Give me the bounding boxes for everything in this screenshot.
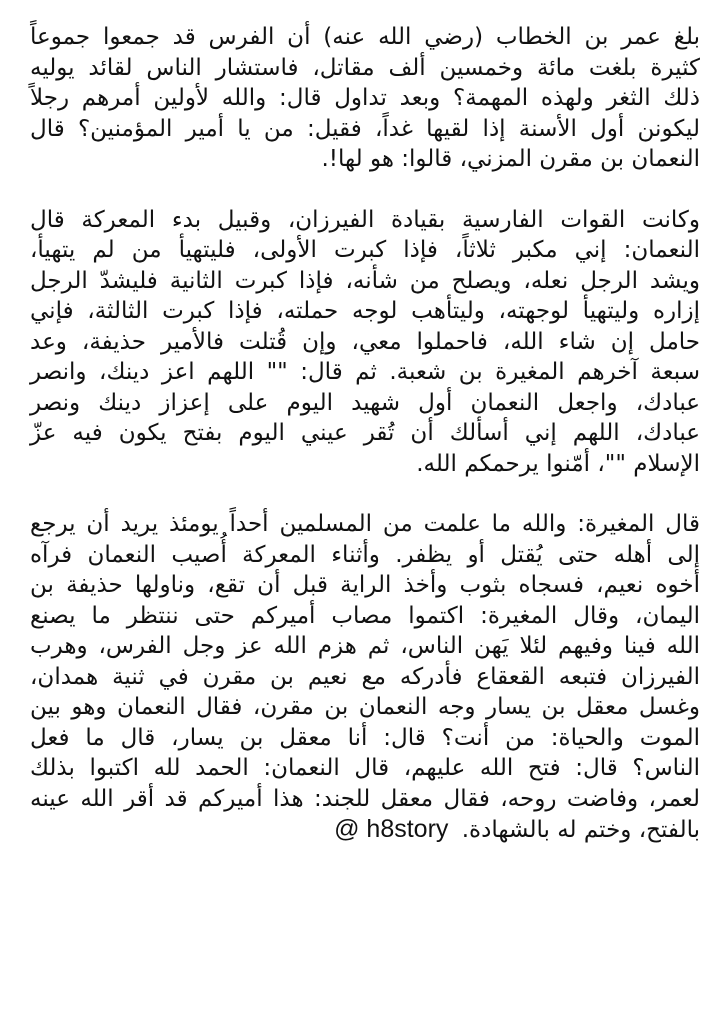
text-line: ليكونن أول الأسنة إذا لقيها غداً، فقيل: من يا أمير المؤمنين؟ قال (30, 115, 700, 142)
article-page (30, 22, 700, 1016)
closing-text: بالفتح، وختم له بالشهادة. (461, 817, 700, 843)
text-line: الإسلام ""، أمّنوا يرحمكم الله. (416, 450, 700, 477)
text-line: ويشد الرجل نعله، ويصلح من شأنه، فإذا كبرت الثانية فليشدّ الرجل (30, 267, 700, 294)
text-line: النعمان: إني مكبر ثلاثاً، فإذا كبرت الأولى، فليتهيأ من لم يتهيأ، (30, 237, 700, 263)
text-line: الله فينا وفيهم لئلا يَهن الناس، ثم هزم الله عز وجل الفرس، وهرب (30, 633, 700, 659)
text-line: إزاره وليتهيأ لوجهته، وليتأهب لوجه حملته، فإذا كبرت الثالثة، فإني (30, 298, 700, 324)
text-line: لعمر، وفاضت روحه، فقال معقل للجند: هذا أميركم قد أقر الله عينه (30, 785, 700, 812)
text-line: ذلك الثغر ولهذه المهمة؟ وبعد تداول قال: والله لأولين أمرهم رجلاً (30, 85, 700, 111)
text-line: الفيرزان فتبعه القعقاع فأدركه مع نعيم بن مقرن في ثنية همدان، (30, 663, 700, 690)
text-line: وغسل معقل بن يسار وجه النعمان بن مقرن، فقال النعمان وهو بين (30, 694, 700, 720)
text-line: قال المغيرة: والله ما علمت من المسلمين أحداً يومئذ يريد أن يرجع (30, 511, 700, 537)
text-line: عبادك، اللهم إني أسألك أن تُقر عيني اليوم بفتح يكون فيه عزّ (30, 420, 700, 446)
text-line: كثيرة بلغت مائة وخمسين ألف مقاتل، فاستشار الناس لقائد يوليه (30, 54, 700, 81)
watermark-handle: @ h8story (334, 815, 449, 843)
paragraph-spacer (30, 479, 700, 509)
text-line: النعمان بن مقرن المزني، قالوا: هو لها!. (321, 146, 700, 172)
text-line: بلغ عمر بن الخطاب (رضي الله عنه) أن الفرس قد جمعوا جموعاً (30, 24, 700, 50)
text-line: حامل إن شاء الله، فاحملوا معي، وإن قُتلت فالأمير حذيفة، وعد (30, 328, 700, 355)
paragraph-1 (30, 22, 700, 175)
text-line: سبعة آخرهم المغيرة بن شعبة. ثم قال: "" اللهم اعز دينك، وانصر (30, 359, 700, 385)
text-line: إلى أهله حتى يُقتل أو يظفر. وأثناء المعركة أُصيب النعمان فرآه (30, 541, 700, 568)
paragraph-spacer (30, 175, 700, 205)
paragraph-2 (30, 205, 700, 480)
text-line: عبادك، واجعل النعمان أول شهيد اليوم على إعزاز دينك ونصر (30, 389, 700, 416)
text-line: اليمان، وقال المغيرة: اكتموا مصاب أميركم حتى ننتظر ما يصنع (30, 602, 700, 629)
closing-line (30, 814, 700, 846)
paragraph-3 (30, 509, 700, 846)
text-line: وكانت القوات الفارسية بقيادة الفيرزان، وقبيل بدء المعركة قال (30, 206, 700, 233)
text-line: الناس؟ قال: فتح الله عليهم، قال النعمان: الحمد لله اكتبوا بذلك (30, 755, 700, 781)
text-line: أخوه نعيم، فسجاه بثوب وأخذ الراية قبل أن تقع، وناولها حذيفة بن (30, 572, 700, 598)
text-line: الموت والحياة: من أنت؟ قال: أنا معقل بن يسار، قال ما فعل (30, 724, 700, 751)
